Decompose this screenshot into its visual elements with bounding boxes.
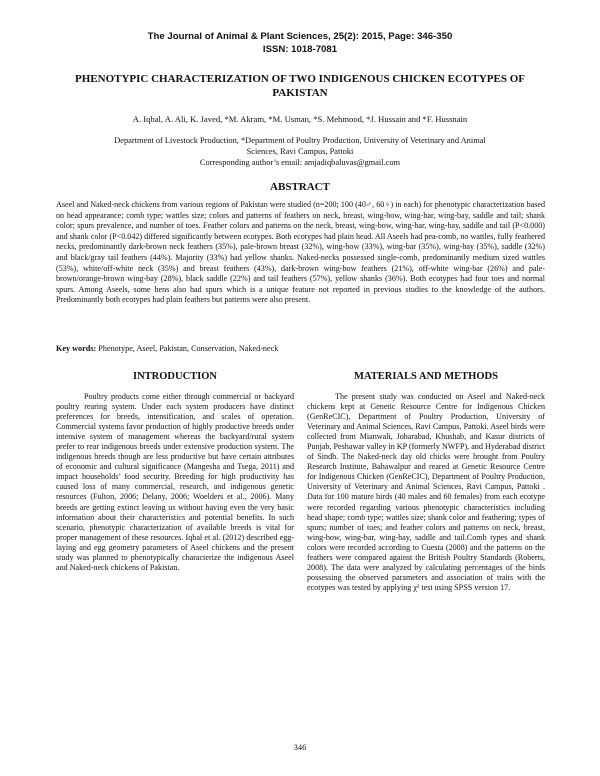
journal-issn: ISSN: 1018-7081 xyxy=(262,44,338,55)
materials-methods-column xyxy=(307,392,545,593)
affiliation-line-1: Department of Livestock Production, *Department of Poultry Production, University of Veterinary and Animal xyxy=(114,136,486,145)
introduction-heading: INTRODUCTION xyxy=(132,371,217,382)
author-list: A. Iqbal, A. Ali, K. Javed, *M. Akram, *M. Usman, *S. Mehmood, *J. Hussain and *F. Hussnain xyxy=(132,114,468,124)
journal-citation: The Journal of Animal & Plant Sciences, 25(2): 2015, Page: 346-350 xyxy=(147,31,453,42)
keywords-text: Phenotype, Aseel, Pakistan, Conservation, Naked-neck xyxy=(98,344,279,353)
paper-title: PHENOTYPIC CHARACTERIZATION OF TWO INDIGENOUS CHICKEN ECOTYPES OF PAKISTAN xyxy=(75,73,525,99)
keywords-label: Key words: xyxy=(56,344,97,353)
affiliation-block xyxy=(70,136,530,168)
keywords xyxy=(56,343,545,354)
materials-methods-heading: MATERIALS AND METHODS xyxy=(354,371,498,382)
abstract-text: Aseel and Naked-neck chickens from various regions of Pakistan were studied (n=200; 100 (40♂, 60♀) in each) for phenotypic characterization based on head appearance; comb type; wattles size; colors and patterns of feathers on neck, breast, wing-bow, wing-bar, wing-bay, saddle and tail; shank color; spurs prevalence, and number of toes. Feather colors and patterns on the neck, breast, wing-bow, wing-bar, wing-bay, saddle and tail (P<0.000) and shank color (P<0.042) differed significantly between ecotypes. Both ecotypes had plain head. All Aseels had pea-comb, no wattles, fully feathered necks, predominantly dark-brown neck feathers (35%), pale-brown breast (32%), wing-bow (33%), wing-bar (35%), wing-bay (35%), saddle (32%) and black/gray tail feathers (44%). Majority (33%) had yellow shanks. Naked-necks possessed single-comb, predominantly medium sized wattles (53%), white/off-white neck (35%) and breast feathers (43%), dark-brown wing-bow feathers (21%), off-white wing-bar (26%) and pale-brown/orange-brown wing-bay (28%), black saddle (22%) and tail feathers (57%), yellow shanks (36%). Both ecotypes had four toes and normal spurs. Among Aseels, some hens also had spurs which is a unique feature not reported in previous studies to the knowledge of the authors. Predominantly both ecotypes had plain feathers but patterns were also present. xyxy=(56,200,545,305)
abstract-heading: ABSTRACT xyxy=(270,181,330,193)
journal-header xyxy=(0,30,600,56)
introduction-paragraph: Poultry products come either through commercial or backyard poultry rearing system. Under each system producers have distinct preferences for breeds, intensification, and scales of operation. Commercial systems favor production of highly productive breeds under intensive system of management whereas the backyard/rural system prefer to rear indigenous breeds under extensive production system. The indigenous breeds though are less productive but have certain attributes of economic and cultural significance (Mangesha and Tsega, 2011) and impact households’ food security. Breeding for high productivity has caused loss of many commercial, research, and indigenous genetic resources (Fulton, 2006; Delany, 2006; Woelders et al., 2006). Many breeds are getting extinct leaving us without having even the very basic information about their characteristics and potential benefits. In such scenario, phenotypic characterization of available breeds is vital for proper management of these resources. Iqbal et al. (2012) described egg-laying and egg geometry parameters of Aseel chickens and the present study was planned to phenotypically characterize the indigenous Aseel and Naked-neck chickens of Pakistan. xyxy=(56,392,294,572)
corresponding-email: Corresponding author’s email: amjadiqbaluvas@gmail.com xyxy=(199,157,401,167)
affiliation-line-2: Sciences, Ravi Campus, Pattoki xyxy=(246,146,354,156)
introduction-column xyxy=(56,392,294,573)
materials-methods-paragraph: The present study was conducted on Aseel and Naked-neck chickens kept at Genetic Resource Centre for Indigenous Chicken (GenReCIC), Department of Poultry Production, University of Veterinary and Animal Sciences, Ravi Campus, Pattoki. Aseel birds were collected from Mianwali, Joharabad, Khushab, and Kasur districts of Punjab, Peshawar valley in KP (formerly NWFP), and Hyderabad district of Sindh. The Naked-neck day old chicks were brought from Poultry Research Institute, Bahawalpur and reared at Genetic Resource Centre for Indigenous Chicken (GenReCIC), Department of Poultry Production, University of Veterinary and Animal Sciences, Ravi Campus, Pattoki . Data for 100 mature birds (40 males and 60 females) from each ecotype were recorded regarding various phenotypic characteristics including head shape; comb type; wattles size; shank color and feathering; types of spurs; number of toes; and feather colors and patterns on neck, breast, wing-bow, wing-bar, wing-bay, saddle and tail.Comb types and shank colors were recorded according to Cuesta (2008) and the patterns on the feathers were compared against the British Poultry Standards (Roberts, 2008). The data were analyzed by calculating percentages of the birds possessing the observed parameters and association of traits with the ecotypes was tested by applying χ² test using SPSS version 17. xyxy=(307,392,545,592)
page-number: 346 xyxy=(293,742,307,752)
